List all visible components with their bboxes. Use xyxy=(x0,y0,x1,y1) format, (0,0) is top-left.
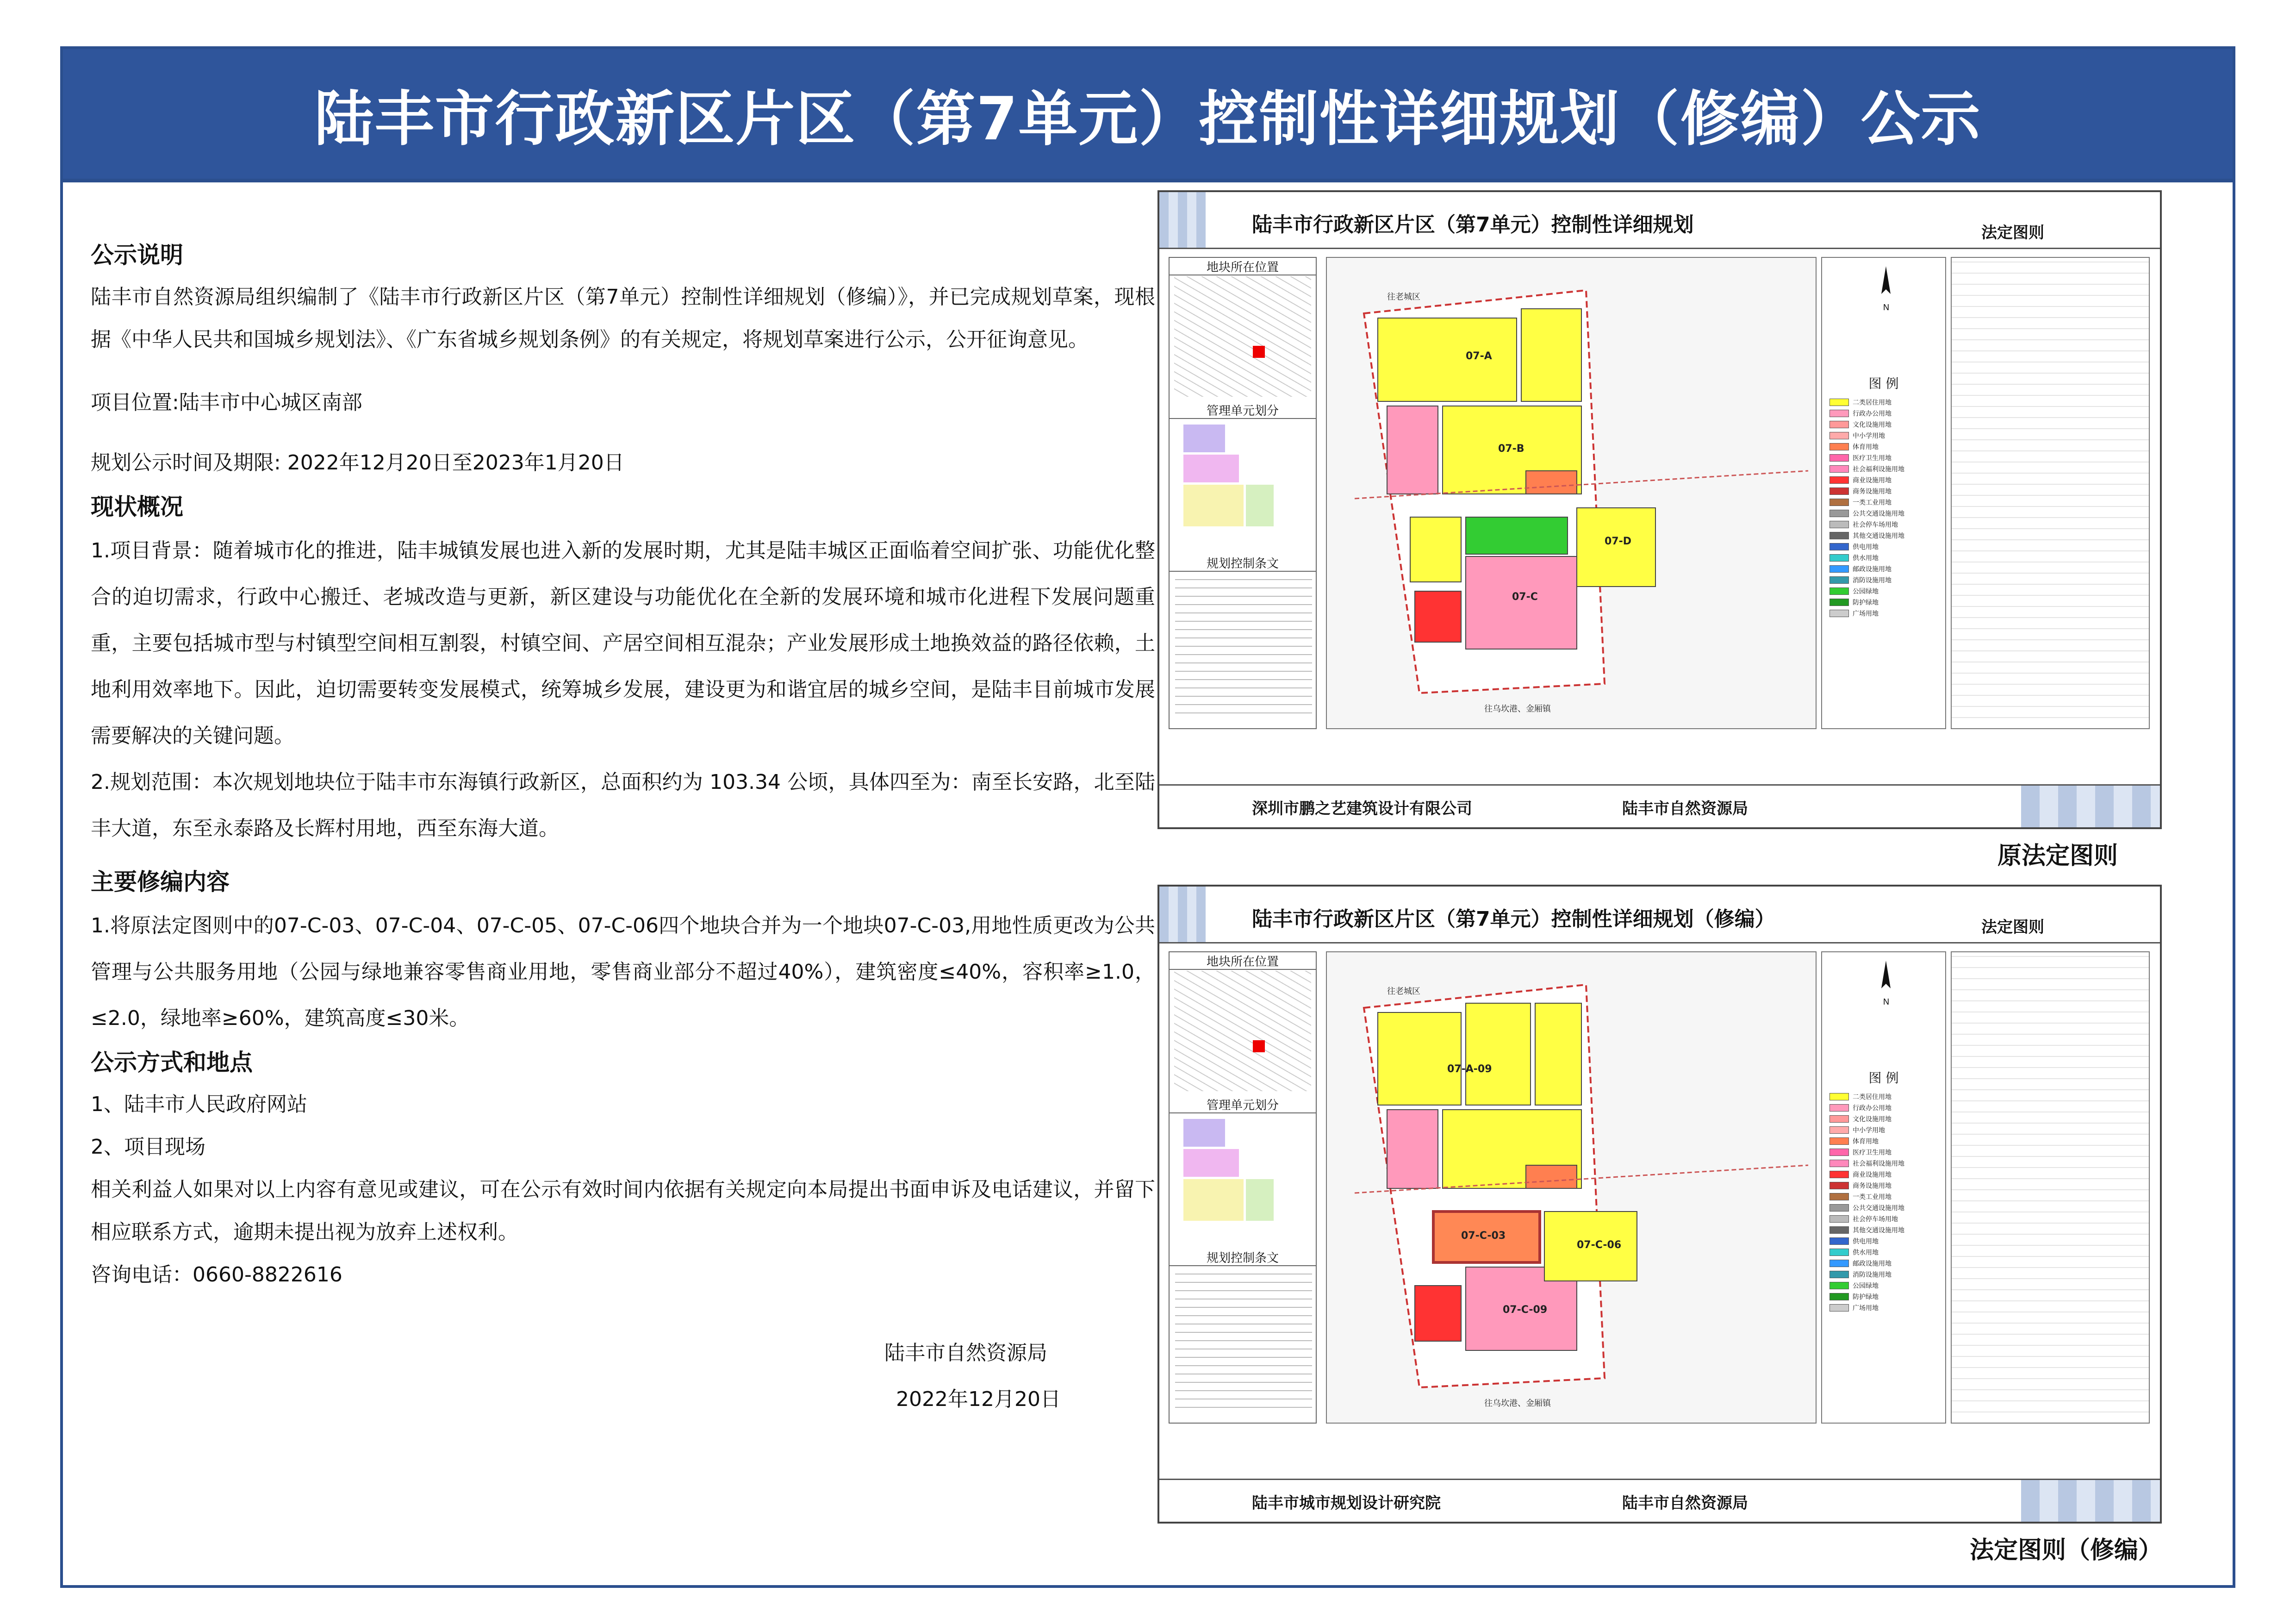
legend-label: 其他交通设施用地 xyxy=(1853,1227,1904,1234)
road-note-bottom: 往乌坎港、金厢镇 xyxy=(1484,704,1551,714)
legend-item xyxy=(1829,1136,1945,1147)
location-map xyxy=(1174,276,1311,397)
changes-item-1: 1.将原法定图则中的07-C-03、07-C-04、07-C-05、07-C-06四个地块合并为一个地块07-C-03,用地性质更改为公共管理与公共服务用地（公园与绿地兼容零售商业用地，零售商业部分不超过40%），建筑密度≤40%，容积率≥1.0，≤2.0，绿地率≥60%，建筑高度≤30米。 xyxy=(91,914,1155,1030)
legend-swatch xyxy=(1829,565,1849,573)
legend-swatch xyxy=(1829,1204,1849,1212)
control-indicator-table xyxy=(1951,951,2150,1424)
north-arrow-icon xyxy=(1872,266,1900,312)
panel-revised-subtitle: 法定图则 xyxy=(1981,918,2044,937)
side-title-clauses: 规划控制条文 xyxy=(1170,1249,1316,1266)
legend-item xyxy=(1829,408,1945,419)
legend-swatch xyxy=(1829,487,1849,495)
legend-label: 商业设施用地 xyxy=(1853,1171,1892,1179)
legend-swatch xyxy=(1829,1282,1849,1289)
legend-swatch xyxy=(1829,576,1849,584)
legend-swatch xyxy=(1829,1126,1849,1134)
legend-label: 广场用地 xyxy=(1853,1305,1879,1312)
legend-item xyxy=(1829,1236,1945,1247)
legend-swatch xyxy=(1829,1160,1849,1167)
panel-original-subtitle: 法定图则 xyxy=(1981,224,2044,242)
legend-item xyxy=(1829,552,1945,563)
legend-label: 邮政设施用地 xyxy=(1853,566,1892,573)
legend-swatch xyxy=(1829,432,1849,439)
legend-label: 二类居住用地 xyxy=(1853,399,1892,406)
legend-label: 广场用地 xyxy=(1853,610,1879,618)
legend-label: 商务设施用地 xyxy=(1853,488,1892,495)
notice-intro: 陆丰市自然资源局组织编制了《陆丰市行政新区片区（第7单元）控制性详细规划（修编）》，并已完成规划草案，现根据《中华人民共和国城乡规划法》、《广东省城乡规划条例》的有关规定，将规划草案进行公示，公开征询意见。 xyxy=(91,285,1155,351)
legend-swatch xyxy=(1829,499,1849,506)
legend-label: 公园绿地 xyxy=(1853,1282,1879,1290)
legend-item xyxy=(1829,1280,1945,1291)
legend-label: 医疗卫生用地 xyxy=(1853,455,1892,462)
legend-label: 体育用地 xyxy=(1853,1138,1879,1145)
legend-label: 中小学用地 xyxy=(1853,432,1885,440)
legend-label: 行政办公用地 xyxy=(1853,1105,1892,1112)
changes-heading: 主要修编内容 xyxy=(91,868,230,895)
panel-revised xyxy=(1157,885,2162,1524)
legend-swatch xyxy=(1829,543,1849,550)
unit-division-map xyxy=(1183,425,1276,545)
legend-item xyxy=(1829,563,1945,575)
legend-title: 图 例 xyxy=(1868,376,1899,391)
legend-label: 公共交通设施用地 xyxy=(1853,510,1904,518)
legend-item xyxy=(1829,1169,1945,1180)
legend-label: 体育用地 xyxy=(1853,443,1879,451)
legend-item xyxy=(1829,1191,1945,1202)
legend-label: 消防设施用地 xyxy=(1853,577,1892,584)
legend-item xyxy=(1829,452,1945,463)
legend-swatch xyxy=(1829,610,1849,617)
signature-org: 陆丰市自然资源局 xyxy=(884,1341,1047,1365)
legend-item xyxy=(1829,441,1945,452)
legend-swatch xyxy=(1829,599,1849,606)
side-title-location: 地块所在位置 xyxy=(1170,258,1316,275)
legend-item xyxy=(1829,1124,1945,1136)
notice-heading: 公示说明 xyxy=(91,242,183,269)
legend-swatch xyxy=(1829,1193,1849,1200)
parcel-label-c: 07-C-09 xyxy=(1503,1304,1548,1316)
panel-original-footer-authority: 陆丰市自然资源局 xyxy=(1622,800,1748,818)
side-title-units: 管理单元划分 xyxy=(1170,1096,1316,1113)
location-map xyxy=(1174,971,1311,1091)
side-panel xyxy=(1169,951,1317,1424)
status-heading: 现状概况 xyxy=(91,493,183,520)
panel-revised-title: 陆丰市行政新区片区（第7单元）控制性详细规划（修编） xyxy=(1252,907,1775,931)
legend-swatch xyxy=(1829,1115,1849,1123)
legend-swatch xyxy=(1829,587,1849,595)
caption-original: 原法定图则 xyxy=(1997,842,2118,870)
legend-label: 供水用地 xyxy=(1853,1249,1879,1256)
legend-label: 一类工业用地 xyxy=(1853,1193,1892,1201)
legend-swatch xyxy=(1829,1093,1849,1100)
contact-phone: 咨询电话：0660-8822616 xyxy=(91,1263,342,1287)
panel-original-title: 陆丰市行政新区片区（第7单元）控制性详细规划 xyxy=(1252,213,1694,237)
method-note: 相关利益人如果对以上内容有意见或建议，可在公示有效时间内依据有关规定向本局提出书面申诉及电话建议，并留下相应联系方式，逾期未提出视为放弃上述权利。 xyxy=(91,1178,1155,1244)
legend-item xyxy=(1829,486,1945,497)
legend-swatch xyxy=(1829,476,1849,484)
legend-item xyxy=(1829,597,1945,608)
legend-label: 社会福利设施用地 xyxy=(1853,466,1904,473)
legend-swatch xyxy=(1829,532,1849,539)
legend-box xyxy=(1821,951,1946,1424)
land-use-map xyxy=(1326,951,1817,1424)
control-indicator-table xyxy=(1951,257,2150,729)
notice-column xyxy=(91,234,1155,1296)
road-note-bottom: 往乌坎港、金厢镇 xyxy=(1484,1399,1551,1408)
legend-label: 文化设施用地 xyxy=(1853,1116,1892,1123)
legend-label: 一类工业用地 xyxy=(1853,499,1892,506)
legend-label: 其他交通设施用地 xyxy=(1853,532,1904,540)
legend-label: 行政办公用地 xyxy=(1853,410,1892,418)
legend-label: 公共交通设施用地 xyxy=(1853,1205,1904,1212)
legend-item xyxy=(1829,1113,1945,1124)
svg-text:N: N xyxy=(1883,303,1889,312)
panel-original-footer-designer: 深圳市鹏之艺建筑设计有限公司 xyxy=(1252,800,1472,818)
legend-label: 二类居住用地 xyxy=(1853,1093,1892,1101)
legend-item xyxy=(1829,608,1945,619)
legend-label: 供电用地 xyxy=(1853,543,1879,551)
unit-division-map xyxy=(1183,1119,1276,1239)
page-title: 陆丰市行政新区片区（第7单元）控制性详细规划（修编）公示 xyxy=(314,85,1981,154)
north-arrow-icon xyxy=(1872,961,1900,1007)
publicity-period: 规划公示时间及期限: 2022年12月20日至2023年1月20日 xyxy=(91,451,624,475)
legend-swatch xyxy=(1829,1271,1849,1278)
legend-swatch xyxy=(1829,1226,1849,1234)
legend-item xyxy=(1829,475,1945,486)
legend-item xyxy=(1829,586,1945,597)
legend-item xyxy=(1829,1202,1945,1213)
signature-date: 2022年12月20日 xyxy=(896,1387,1061,1411)
panel-revised-footer-authority: 陆丰市自然资源局 xyxy=(1622,1494,1748,1512)
legend-swatch xyxy=(1829,1293,1849,1300)
legend-item xyxy=(1829,1302,1945,1313)
road-note-top: 往老城区 xyxy=(1387,292,1420,302)
legend-swatch xyxy=(1829,1171,1849,1178)
legend-swatch xyxy=(1829,465,1849,473)
side-panel xyxy=(1169,257,1317,729)
legend-item xyxy=(1829,1180,1945,1191)
legend-item xyxy=(1829,530,1945,541)
legend-swatch xyxy=(1829,554,1849,562)
legend-item xyxy=(1829,1147,1945,1158)
legend-item xyxy=(1829,1158,1945,1169)
legend-label: 公园绿地 xyxy=(1853,588,1879,595)
legend-swatch xyxy=(1829,1237,1849,1245)
legend-item xyxy=(1829,419,1945,430)
status-background: 1.项目背景：随着城市化的推进，陆丰城镇发展也进入新的发展时期，尤其是陆丰城区正面临着空间扩张、功能优化整合的迫切需求，行政中心搬迁、老城改造与更新，新区建设与功能优化在全新的发展环境和城市化进程下发展问题重重，主要包括城市型与村镇型空间相互割裂，村镇空间、产居空间相互混杂；产业发展形成土地换效益的路径依赖，土地利用效率地下。因此，迫切需要转变发展模式，统筹城乡发展，建设更为和谐宜居的城乡空间，是陆丰目前城市发展需要解决的关键问题。 xyxy=(91,539,1155,748)
legend-label: 医疗卫生用地 xyxy=(1853,1149,1892,1156)
legend-swatch xyxy=(1829,1104,1849,1112)
page-frame xyxy=(60,46,2235,1588)
legend-swatch xyxy=(1829,1260,1849,1267)
legend-item xyxy=(1829,463,1945,475)
legend-label: 供水用地 xyxy=(1853,555,1879,562)
title-divider xyxy=(63,179,2233,182)
legend-item xyxy=(1829,1269,1945,1280)
legend-label: 社会停车场用地 xyxy=(1853,521,1898,529)
parcel-label-b: 07-C-03 xyxy=(1461,1230,1506,1242)
legend-swatch xyxy=(1829,1137,1849,1145)
legend-item xyxy=(1829,508,1945,519)
caption-revised: 法定图则（修编） xyxy=(1970,1537,2163,1564)
control-clauses-text xyxy=(1175,577,1312,721)
legend-label: 中小学用地 xyxy=(1853,1127,1885,1134)
parcel-label-d: 07-D xyxy=(1605,536,1632,547)
side-title-clauses: 规划控制条文 xyxy=(1170,554,1316,572)
legend-label: 社会停车场用地 xyxy=(1853,1216,1898,1223)
method-heading: 公示方式和地点 xyxy=(91,1049,253,1076)
legend-item xyxy=(1829,1258,1945,1269)
side-title-location: 地块所在位置 xyxy=(1170,952,1316,970)
legend-swatch xyxy=(1829,1304,1849,1312)
legend-item xyxy=(1829,1247,1945,1258)
legend-title: 图 例 xyxy=(1868,1070,1899,1086)
legend-list xyxy=(1829,397,1945,619)
legend-swatch xyxy=(1829,399,1849,406)
panel-original xyxy=(1157,190,2162,829)
legend-swatch xyxy=(1829,421,1849,428)
control-clauses-text xyxy=(1175,1272,1312,1415)
legend-label: 供电用地 xyxy=(1853,1238,1879,1245)
svg-text:N: N xyxy=(1883,997,1889,1006)
legend-swatch xyxy=(1829,410,1849,417)
legend-item xyxy=(1829,541,1945,552)
method-item-2: 2、项目现场 xyxy=(91,1135,205,1159)
legend-item xyxy=(1829,1213,1945,1224)
legend-item xyxy=(1829,430,1945,441)
legend-swatch xyxy=(1829,454,1849,462)
legend-label: 消防设施用地 xyxy=(1853,1271,1892,1279)
road-note-top: 往老城区 xyxy=(1387,987,1420,996)
status-scope: 2.规划范围：本次规划地块位于陆丰市东海镇行政新区，总面积约为 103.34 公顷，具体四至为：南至长安路，北至陆丰大道，东至永泰路及长辉村用地，西至东海大道。 xyxy=(91,770,1155,840)
legend-swatch xyxy=(1829,1182,1849,1189)
legend-label: 商务设施用地 xyxy=(1853,1182,1892,1190)
legend-label: 文化设施用地 xyxy=(1853,421,1892,429)
legend-swatch xyxy=(1829,510,1849,517)
legend-swatch xyxy=(1829,521,1849,528)
land-use-map xyxy=(1326,257,1817,729)
legend-swatch xyxy=(1829,1149,1849,1156)
legend-item xyxy=(1829,519,1945,530)
legend-box xyxy=(1821,257,1946,729)
title-bar xyxy=(63,49,2233,179)
parcel-label-d: 07-C-06 xyxy=(1577,1239,1622,1251)
legend-swatch xyxy=(1829,1215,1849,1223)
parcel-label-c: 07-C xyxy=(1512,591,1538,603)
side-title-units: 管理单元划分 xyxy=(1170,401,1316,419)
parcel-label-a: 07-A xyxy=(1466,350,1492,362)
project-location: 项目位置:陆丰市中心城区南部 xyxy=(91,391,362,414)
legend-item xyxy=(1829,1091,1945,1102)
legend-label: 防护绿地 xyxy=(1853,1293,1879,1301)
legend-label: 邮政设施用地 xyxy=(1853,1260,1892,1268)
legend-swatch xyxy=(1829,1249,1849,1256)
legend-label: 防护绿地 xyxy=(1853,599,1879,606)
legend-swatch xyxy=(1829,443,1849,450)
legend-item xyxy=(1829,1291,1945,1302)
legend-list xyxy=(1829,1091,1945,1313)
panel-revised-footer-designer: 陆丰市城市规划设计研究院 xyxy=(1252,1494,1441,1512)
legend-item xyxy=(1829,1102,1945,1113)
legend-item xyxy=(1829,397,1945,408)
legend-item xyxy=(1829,575,1945,586)
parcel-label-a: 07-A-09 xyxy=(1447,1063,1492,1075)
parcel-label-b: 07-B xyxy=(1498,443,1524,455)
legend-label: 社会福利设施用地 xyxy=(1853,1160,1904,1168)
legend-label: 商业设施用地 xyxy=(1853,477,1892,484)
legend-item xyxy=(1829,1224,1945,1236)
method-item-1: 1、陆丰市人民政府网站 xyxy=(91,1093,307,1116)
legend-item xyxy=(1829,497,1945,508)
